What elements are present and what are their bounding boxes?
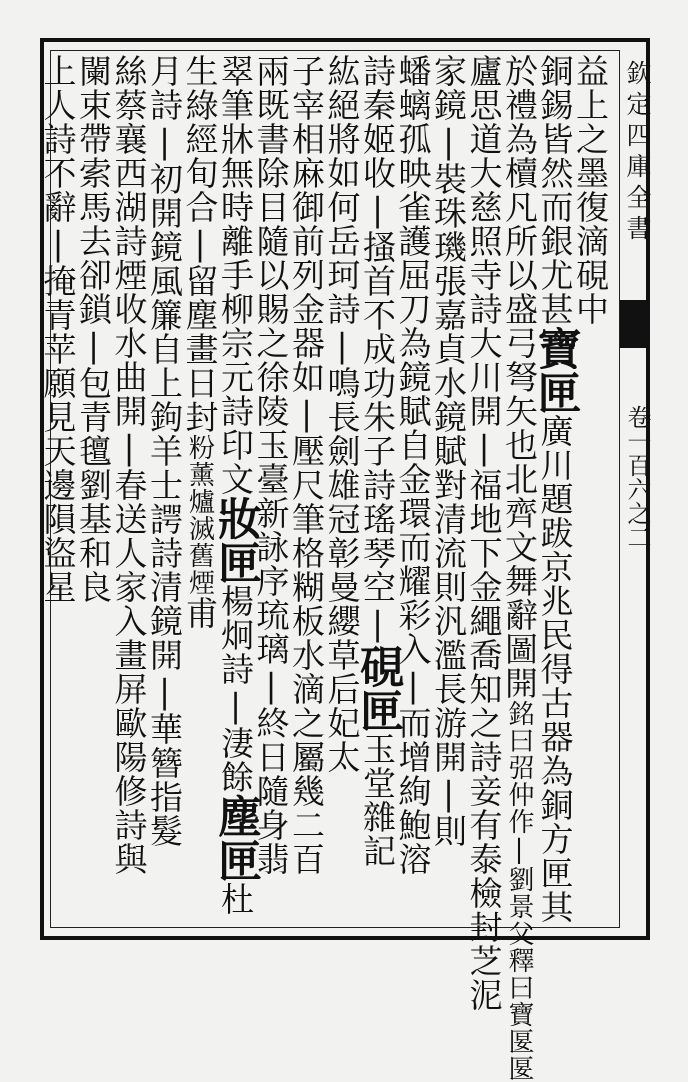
text-segment: 月詩|初開鏡風簾自上鉤羊士諤詩清鏡開|華簪指髮	[145, 54, 184, 848]
text-segment: 玉堂雜記	[358, 732, 397, 868]
text-segment: 甫	[180, 596, 220, 630]
entry-heading: 寶匣	[529, 326, 581, 414]
fishtail-mark	[620, 300, 650, 348]
book-title-header: 欽定四庫全書	[623, 60, 652, 246]
text-segment: 杜	[216, 882, 255, 916]
text-segment: 上人詩不辭|掩青苹願見天邊隕盜星	[38, 54, 78, 604]
text-segment: 家鏡|裝珠璣張嘉貞水鏡賦對清流則汎濫長游開|則	[429, 54, 468, 848]
text-segment: 生綠經旬合|留塵畫日封	[180, 54, 220, 434]
entry-heading: 塵匣	[210, 794, 261, 882]
entry-heading: 妝匣	[210, 496, 261, 584]
text-segment: 翠筆牀無時離手柳宗元詩印文	[216, 54, 255, 496]
text-segment: 詩秦姬收|搔首不成功朱子詩瑤琴空|	[358, 54, 397, 644]
text-segment: 廬思道大慈照寺詩大川開|福地下金繩喬知之詩妾有泰	[464, 54, 504, 876]
text-segment: 於禮為櫝凡所以盛弓弩矢也北齊文舞辭圖開	[500, 54, 539, 700]
annotation-text: 粉薰爐滅舊煙	[184, 434, 215, 596]
volume-label: 卷一百六之二	[623, 405, 651, 549]
text-segment: 闌束帶索馬去卻鎖|包青氊劉基和良	[74, 54, 113, 604]
text-segment: 益上之墨復滴硯中	[571, 54, 610, 326]
text-segment: 銅錫皆然而銀尤甚	[535, 54, 575, 326]
text-segment: 廣川題跋京兆民得古器為銅方匣其	[535, 414, 575, 924]
text-segment: 檢封芝泥	[464, 876, 504, 1012]
folio-label	[622, 355, 652, 655]
text-segment: 絲蔡襄西湖詩煙收水曲開|春送人家入畫屏歐陽修詩與	[109, 54, 149, 876]
text-segment: 兩既書除目隨以賜之徐陵玉臺新詠序琉璃|終日隨身翡	[251, 54, 291, 876]
text-segment: 楊炯詩|淒餘	[216, 584, 255, 794]
annotation-text: 銘曰弨仲作|劉景父釋曰寶匽匽	[504, 700, 534, 1082]
entry-heading: 硯匣	[352, 644, 403, 732]
text-segment: 子宰相麻御前列金器如|壓尺筆格糊板水滴之屬幾二百	[287, 54, 326, 876]
text-column	[36, 54, 80, 924]
text-segment: 蟠螭孤映雀護屈刀為鏡賦自金環而耀彩入|而增絢鮑溶	[393, 54, 433, 876]
text-segment: 草后妃太	[322, 638, 362, 774]
text-segment: 紘絕將如何岳珂詩|鳴長劍雄冠彰曼纓	[322, 54, 362, 638]
